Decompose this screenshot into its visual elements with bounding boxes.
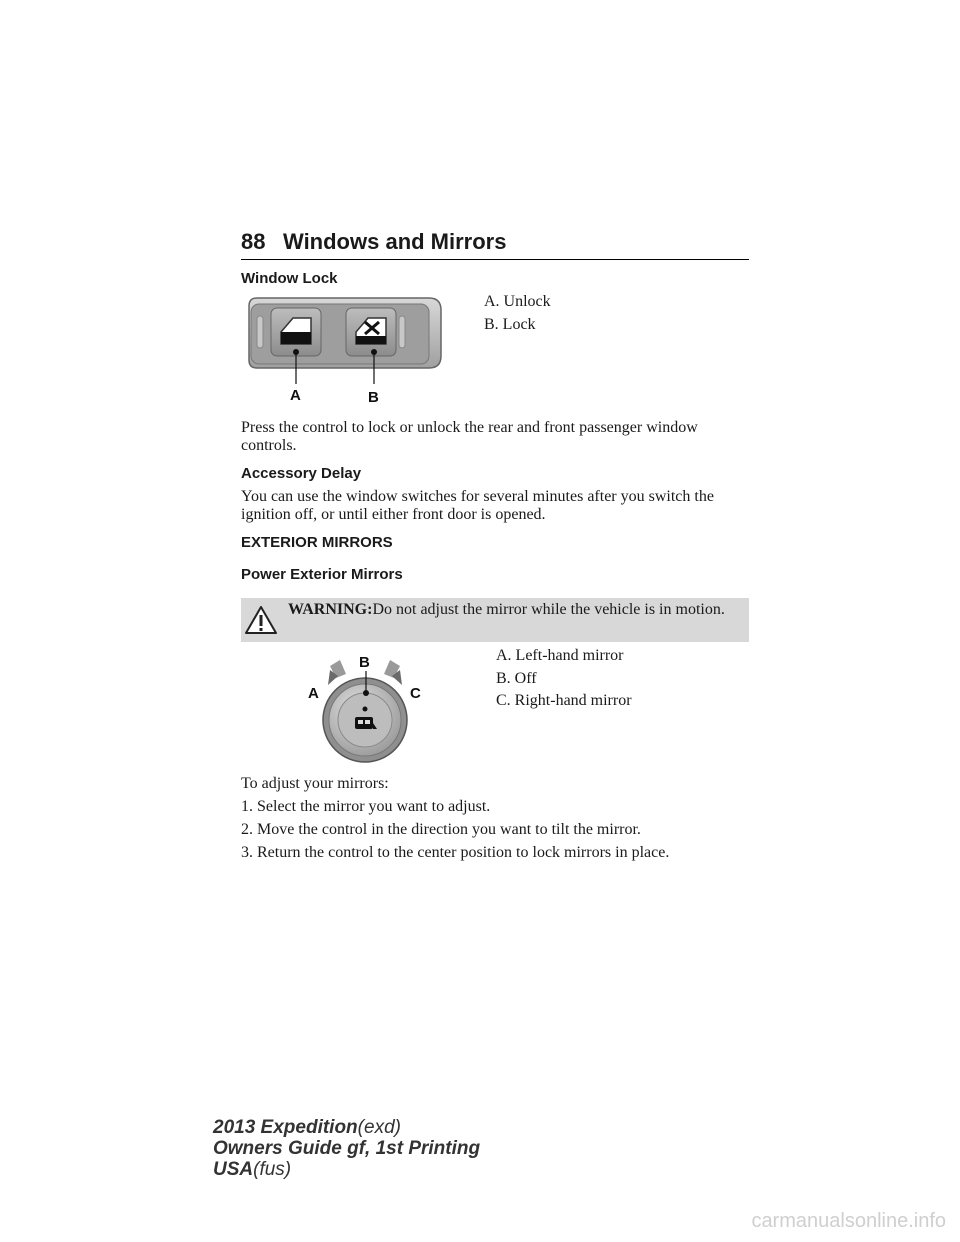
label-b: B [359, 654, 370, 671]
label-c: C [410, 685, 421, 702]
warning-message: Do not adjust the mirror while the vehicle is in motion. [372, 601, 725, 618]
warning-triangle-icon [243, 604, 279, 636]
window-lock-heading: Window Lock [241, 270, 338, 287]
step-3: 3. Return the control to the center position to lock mirrors in place. [241, 844, 670, 861]
mirror-control-figure [290, 645, 440, 765]
header-rule [241, 259, 749, 260]
footer-line-3 [213, 1159, 291, 1180]
step-2: 2. Move the control in the direction you want to tilt the mirror. [241, 821, 641, 838]
footer-model-code: (exd) [357, 1117, 401, 1138]
window-lock-figure [241, 292, 446, 407]
label-a: A [290, 387, 301, 404]
page-title: Windows and Mirrors [283, 229, 507, 254]
footer-guide: Owners Guide gf, 1st Printing [213, 1138, 481, 1159]
legend-left-mirror: A. Left-hand mirror [496, 647, 624, 664]
warning-text [288, 601, 728, 619]
watermark: carmanualsonline.info [751, 1210, 946, 1232]
window-lock-paragraph: Press the control to lock or unlock the rear and front passenger window controls. [241, 419, 698, 454]
steps-intro: To adjust your mirrors: [241, 775, 389, 792]
footer-region-code: (fus) [253, 1159, 292, 1180]
footer-model: 2013 Expedition [213, 1117, 358, 1138]
legend-unlock: A. Unlock [484, 293, 551, 310]
footer-line-1 [213, 1117, 401, 1138]
footer-region: USA [213, 1159, 254, 1180]
warning-label: WARNING: [288, 601, 373, 618]
left-arrow-icon [328, 660, 346, 685]
legend-lock: B. Lock [484, 316, 536, 333]
footer-line-2 [213, 1138, 480, 1159]
label-a: A [308, 685, 319, 702]
right-arrow-icon [384, 660, 402, 685]
exterior-mirrors-heading: EXTERIOR MIRRORS [241, 534, 393, 551]
accessory-delay-paragraph: You can use the window switches for several minutes after you switch the ignition off, or until either front door is opened. [241, 488, 714, 523]
accessory-delay-heading: Accessory Delay [241, 465, 362, 482]
step-1: 1. Select the mirror you want to adjust. [241, 798, 491, 815]
legend-right-mirror: C. Right-hand mirror [496, 692, 632, 709]
legend-off: B. Off [496, 670, 537, 687]
label-b: B [368, 389, 379, 406]
page-number: 88 [241, 229, 266, 254]
power-exterior-mirrors-heading: Power Exterior Mirrors [241, 566, 403, 583]
